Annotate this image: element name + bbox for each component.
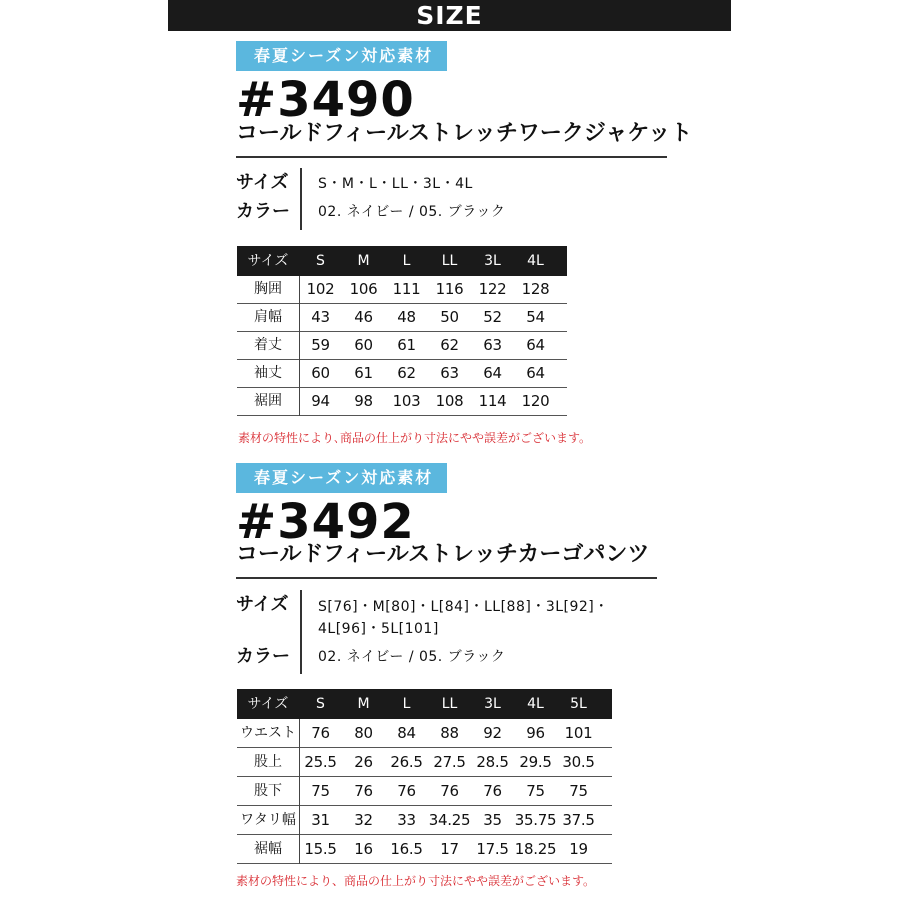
row-label: 股下 [254,783,282,799]
dimension-note: 素材の特性により、商品の仕上がり寸法にやや誤差がございます。 [236,874,596,888]
table-row [237,388,567,416]
table-column-header: S [316,253,325,269]
spec-divider [300,168,302,230]
spec-size-value: S・M・L・LL・3L・4L [318,176,473,192]
product-name: コールドフィールストレッチカーゴパンツ [236,542,650,567]
table-cell: 75 [311,782,330,800]
table-cell: 63 [440,364,459,382]
table-cell: 16 [354,840,373,858]
table-cell: 75 [526,782,545,800]
row-label: ウエスト [240,725,296,741]
table-column-header: M [357,696,370,712]
table-column-header: 4L [527,253,544,269]
table-cell: 88 [440,724,459,742]
size-header: SIZE [168,0,731,31]
table-cell: 111 [392,280,421,298]
spec-color-value: 02. ネイビー / 05. ブラック [318,649,506,665]
spec-color-label: カラー [236,646,290,667]
table-cell: 15.5 [304,840,337,858]
table-column-header: S [316,696,325,712]
table-column-header: M [357,253,370,269]
table-cell: 28.5 [476,753,509,771]
table-cell: 60 [311,364,330,382]
table-cell: 25.5 [304,753,337,771]
table-cell: 37.5 [562,811,595,829]
table-column-header: L [402,696,411,712]
table-column-header: LL [441,253,458,269]
table-column-header: 3L [484,253,501,269]
table-cell: 76 [397,782,416,800]
table-cell: 106 [349,280,378,298]
table-cell: 64 [483,364,502,382]
table-cell: 102 [306,280,335,298]
table-cell: 48 [397,308,416,326]
product-number: #3490 [236,72,415,128]
table-row [237,806,612,835]
table-cell: 46 [354,308,373,326]
table-row [237,360,567,388]
table-cell: 94 [311,392,330,410]
table-cell: 64 [526,364,545,382]
dimension-note: 素材の特性により､商品の仕上がり寸法にやや誤差がございます。 [238,431,592,445]
table-cell: 27.5 [433,753,466,771]
table-row [237,332,567,360]
table-cell: 76 [311,724,330,742]
table-cell: 19 [569,840,588,858]
row-label: ワタリ幅 [240,812,296,828]
table-cell: 108 [435,392,464,410]
table-cell: 18.25 [514,840,557,858]
table-cell: 60 [354,336,373,354]
row-label: 袖丈 [254,365,282,381]
table-cell: 75 [569,782,588,800]
table-header [237,246,567,276]
table-column-header: 5L [570,696,587,712]
spec-color-label: カラー [236,201,290,222]
table-cell: 54 [526,308,545,326]
table-column-header: 4L [527,696,544,712]
table-cell: 114 [478,392,507,410]
table-cell: 34.25 [428,811,471,829]
table-cell: 32 [354,811,373,829]
row-label: 肩幅 [254,309,282,325]
table-label-divider [299,276,300,416]
table-cell: 120 [521,392,550,410]
spec-size-label: サイズ [236,594,289,615]
table-cell: 84 [397,724,416,742]
table-cell: 98 [354,392,373,410]
table-row [237,276,567,304]
table-cell: 30.5 [562,753,595,771]
table-cell: 35 [483,811,502,829]
table-row [237,777,612,806]
table-cell: 62 [397,364,416,382]
table-cell: 26 [354,753,373,771]
table-row [237,719,612,748]
table-cell: 128 [521,280,550,298]
season-badge: 春夏シーズン対応素材 [236,463,447,493]
spec-size-value-line2: 4L[96]・5L[101] [318,621,439,637]
table-column-header: LL [441,696,458,712]
table-cell: 101 [564,724,593,742]
size-table [237,246,567,416]
table-header-label: サイズ [247,696,289,712]
table-label-divider [299,719,300,864]
table-cell: 26.5 [390,753,423,771]
table-cell: 116 [435,280,464,298]
spec-top-rule [236,156,667,158]
table-cell: 96 [526,724,545,742]
row-label: 裾幅 [254,841,282,857]
table-cell: 61 [354,364,373,382]
row-label: 裾囲 [254,393,282,409]
table-cell: 17.5 [476,840,509,858]
table-cell: 80 [354,724,373,742]
spec-top-rule [236,577,657,579]
table-cell: 31 [311,811,330,829]
season-badge: 春夏シーズン対応素材 [236,41,447,71]
table-row [237,748,612,777]
table-cell: 16.5 [390,840,423,858]
table-cell: 76 [440,782,459,800]
table-column-header: 3L [484,696,501,712]
table-column-header: L [402,253,411,269]
table-cell: 76 [354,782,373,800]
table-cell: 52 [483,308,502,326]
table-header-label: サイズ [247,253,289,269]
table-cell: 29.5 [519,753,552,771]
table-cell: 62 [440,336,459,354]
table-cell: 122 [478,280,507,298]
row-label: 胸囲 [254,281,282,297]
table-cell: 103 [392,392,421,410]
product-name: コールドフィールストレッチワークジャケット [236,121,693,146]
table-cell: 50 [440,308,459,326]
table-cell: 92 [483,724,502,742]
spec-size-label: サイズ [236,172,289,193]
row-label: 着丈 [254,337,282,353]
table-cell: 17 [440,840,459,858]
product-number: #3492 [236,494,415,550]
table-cell: 76 [483,782,502,800]
spec-size-value: S[76]・M[80]・L[84]・LL[88]・3L[92]・ [318,599,609,615]
table-cell: 35.75 [514,811,557,829]
table-cell: 64 [526,336,545,354]
spec-color-value: 02. ネイビー / 05. ブラック [318,204,506,220]
table-cell: 59 [311,336,330,354]
table-cell: 61 [397,336,416,354]
spec-divider [300,590,302,674]
table-header [237,689,612,719]
table-cell: 43 [311,308,330,326]
row-label: 股上 [254,754,282,770]
size-table [237,689,612,864]
table-cell: 63 [483,336,502,354]
table-row [237,835,612,864]
table-cell: 33 [397,811,416,829]
table-row [237,304,567,332]
